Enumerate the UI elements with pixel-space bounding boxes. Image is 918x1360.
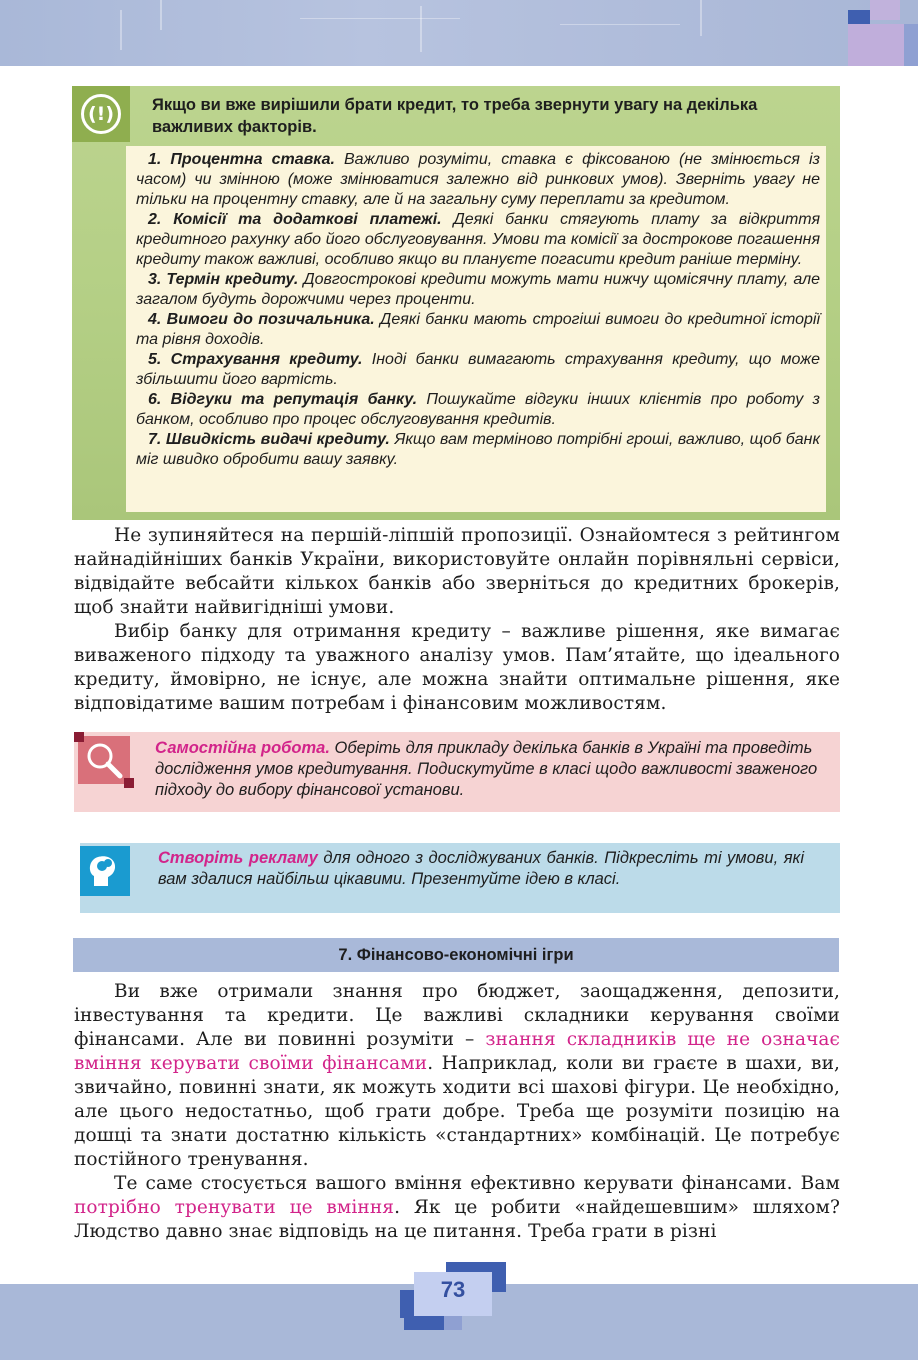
task-text: Самостійна робота. Оберіть для прикладу декілька банків в Україні та проведіть дослідження умов кредитування. Подискутуйте в класі щодо важливості зваженого підходу до вибору фінансової установи. [155, 739, 818, 799]
factor-item: 7. Швидкість видачі кредиту. Якщо вам терміново потрібні гроші, важливо, щоб банк міг швидко обробити вашу заявку. [136, 431, 820, 468]
factor-item: 2. Комісії та додаткові платежі. Деякі банки стягують плату за відкриття кредитного рахунку або його обслуговування. Умови та комісії за дострокове погашення кредиту також важливі, особливо якщо ви плануєте погасити кредит раніше терміну. [136, 211, 820, 268]
ad-text: Створіть рекламу для одного з досліджуваних банків. Підкресліть ті умови, які вам здалися найбільш цікавими. Презентуйте ідею в класі. [158, 849, 804, 888]
paragraph: Те саме стосується вашого вміння ефективно керувати фінансами. Вам потрібно тренувати це вміння. Як це робити «найдешевшим» шляхом? Людство давно знає відповідь на це питання. Треба грати в різні [74, 1173, 840, 1242]
highlight-text: знання складників ще не означає вміння керувати своїми фінансами [74, 1029, 840, 1074]
page-number: 73 [440, 1277, 466, 1302]
paragraph: Не зупиняйтеся на першій-ліпшій пропозиції. Ознайомтеся з рейтингом найнадійніших банків України, використовуйте онлайн порівняльні сервіси, відвідайте вебсайти кількох банків або зверніться до кредитних брокерів, щоб знайти найвигідніші умови. [74, 525, 840, 618]
info-intro: Якщо ви вже вирішили брати кредит, то треба звернути увагу на декілька важливих факторів. [152, 96, 758, 136]
exclamation-icon: (!) [72, 86, 130, 142]
paragraph: Вибір банку для отримання кредиту – важливе рішення, яке вимагає виваженого підходу та уважного аналізу умов. Пам’ятайте, що ідеального кредиту, ймовірно, не існує, але можна знайти оптимальне рішення, яке відповідатиме вашим потребам і фінансовим можливостям. [74, 621, 840, 714]
header-band [0, 0, 918, 66]
magnifier-icon [78, 736, 130, 784]
highlight-text: потрібно тренувати це вміння [74, 1197, 395, 1218]
discussion-icon [80, 846, 130, 896]
body-text-1 [74, 524, 840, 716]
factor-item: 6. Відгуки та репутація банку. Пошукайте відгуки інших клієнтів про роботу з банком, особливо про процес обслуговування кредитів. [136, 391, 820, 428]
factor-item: 3. Термін кредиту. Довгострокові кредити можуть мати нижчу щомісячну плату, але загалом будуть дорожчими через проценти. [136, 271, 820, 308]
factor-list [136, 150, 820, 470]
body-text-2 [74, 980, 840, 1244]
factor-item: 1. Процентна ставка. Важливо розуміти, ставка є фіксованою (не змінюється із часом) чи змінною (може змінюватися залежно від ринкових умов). Зверніть увагу не тільки на процентну ставку, але й на загальну суму переплати за кредитом. [136, 151, 820, 208]
factor-item: 4. Вимоги до позичальника. Деякі банки мають строгіші вимоги до кредитної історії та рівня доходів. [136, 311, 820, 348]
paragraph: Ви вже отримали знання про бюджет, заощадження, депозити, інвестування та кредити. Це важливі складники керування своїми фінансами. Але ви повинні розуміти – знання складників ще не означає вміння керувати своїми фінансами. Наприклад, коли ви граєте в шахи, ви, звичайно, повинні знати, як можуть ходити всі шахові фігури. Це необхідно, але цього недостатньо, щоб грати добре. Треба ще розуміти позицію на дошці та знати достатню кількість «стандартних» комбінацій. Це потребує постійного тренування. [74, 981, 840, 1170]
factor-item: 5. Страхування кредиту. Іноді банки вимагають страхування кредиту, що може збільшити його вартість. [136, 351, 820, 388]
section-title: 7. Фінансово-економічні ігри [338, 946, 574, 964]
